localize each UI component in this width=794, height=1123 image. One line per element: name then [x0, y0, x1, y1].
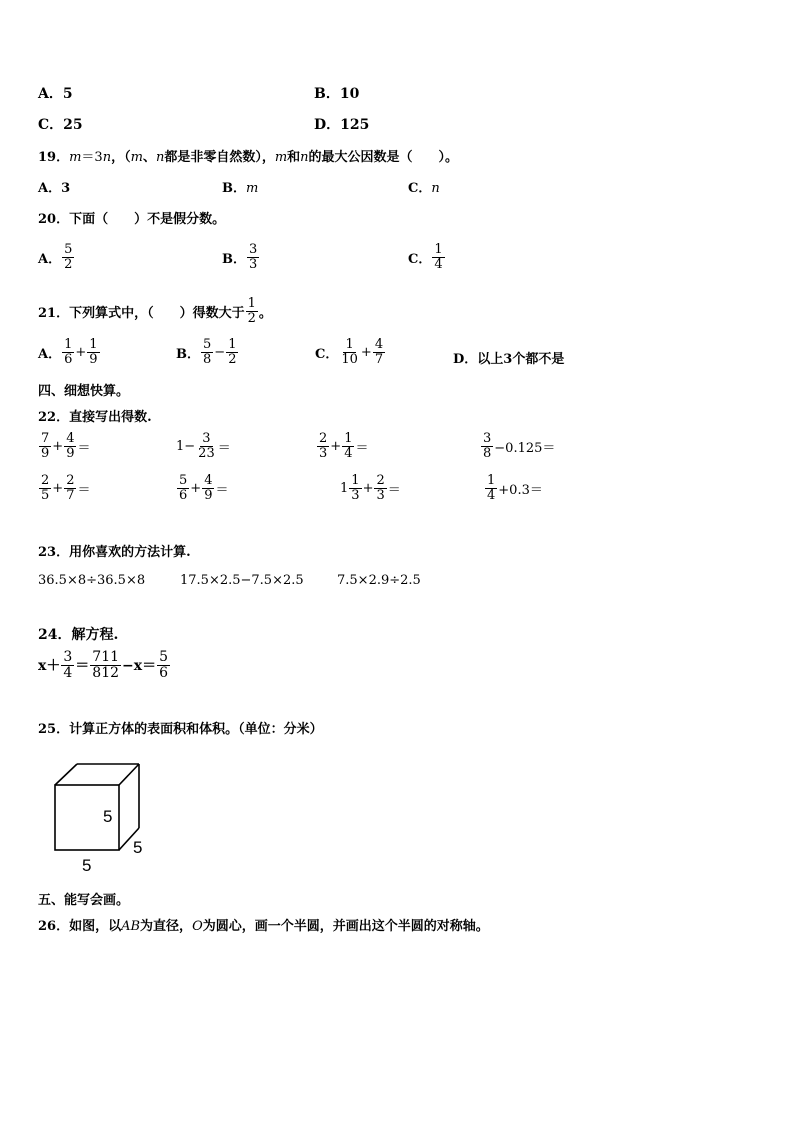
option-b: B．10 — [314, 86, 360, 102]
q22-item-7: 1 $\frac{1}{3}$ + $\frac{2}{3}$ ＝ — [340, 473, 401, 503]
q20-option-c: C． $\frac{1}{4}$ — [408, 242, 443, 272]
q22-item-3: $\frac{2}{3}$ + $\frac{1}{4}$ ＝ — [319, 431, 369, 461]
q22-item-5: $\frac{2}{5}$ + $\frac{2}{7}$ ＝ — [41, 473, 91, 503]
question-22: 22．直接写出得数. — [38, 410, 152, 425]
q23-expr-2: 17.5×2.5−7.5×2.5 — [180, 573, 304, 588]
section-5-heading: 五、能写会画。 — [38, 893, 130, 908]
option-a: A．5 — [38, 86, 73, 102]
q21-option-b: B． $\frac{5}{8}$ − $\frac{1}{2}$ — [176, 337, 237, 367]
question-20: 20．下面（ ）不是假分数。 — [38, 212, 226, 227]
q22-item-4: $\frac{3}{8}$ −0.125＝ — [483, 431, 556, 461]
cube-label-bottom: 5 — [82, 856, 92, 875]
option-c: C．25 — [38, 117, 83, 133]
q22-item-1: $\frac{7}{9}$ + $\frac{4}{9}$ ＝ — [41, 431, 91, 461]
q22-item-2: 1− $\frac{3}{23}$ ＝ — [176, 431, 231, 461]
question-24: 24．解方程. — [38, 627, 119, 643]
q19-option-b: B．m — [222, 181, 259, 196]
q21-option-a: A． $\frac{1}{6}$ + $\frac{1}{9}$ — [38, 337, 98, 367]
q23-expr-3: 7.5×2.9÷2.5 — [337, 573, 421, 588]
option-d: D．125 — [314, 117, 370, 133]
q23-expr-1: 36.5×8÷36.5×8 — [38, 573, 146, 588]
q22-item-6: $\frac{5}{6}$ + $\frac{4}{9}$ ＝ — [179, 473, 229, 503]
question-23: 23．用你喜欢的方法计算. — [38, 545, 191, 560]
question-19: 19．m＝3n，（m、n都是非零自然数），m和n的最大公因数是（ ）。 — [38, 150, 459, 165]
q24-equation: x＋ $\frac{3}{4}$ ＝ $\frac{711}{812}$ −x＝ $\frac{5}{6}$ — [38, 649, 169, 681]
q21-option-d: D．以上3个都不是 — [453, 352, 565, 367]
question-25: 25．计算正方体的表面积和体积。（单位：分米） — [38, 722, 323, 737]
q21-option-c: C． $\frac{1}{10}$ + $\frac{4}{7}$ — [315, 337, 384, 367]
question-26: 26．如图，以AB为直径，O为圆心，画一个半圆，并画出这个半圆的对称轴。 — [38, 919, 489, 934]
cube-label-front: 5 — [103, 807, 113, 826]
cube-figure — [50, 760, 160, 880]
section-4-heading: 四、细想快算。 — [38, 384, 130, 399]
q22-item-8: $\frac{1}{4}$ +0.3＝ — [487, 473, 543, 503]
q20-option-b: B． $\frac{3}{3}$ — [222, 242, 258, 272]
q20-option-a: A． $\frac{5}{2}$ — [38, 242, 73, 272]
question-21: 21．下列算式中，（ ）得数大于 $\frac{1}{2}$ 。 — [38, 296, 272, 326]
q19-option-a: A．3 — [38, 181, 71, 196]
q19-option-c: C．n — [408, 181, 440, 196]
cube-label-side: 5 — [133, 838, 143, 857]
